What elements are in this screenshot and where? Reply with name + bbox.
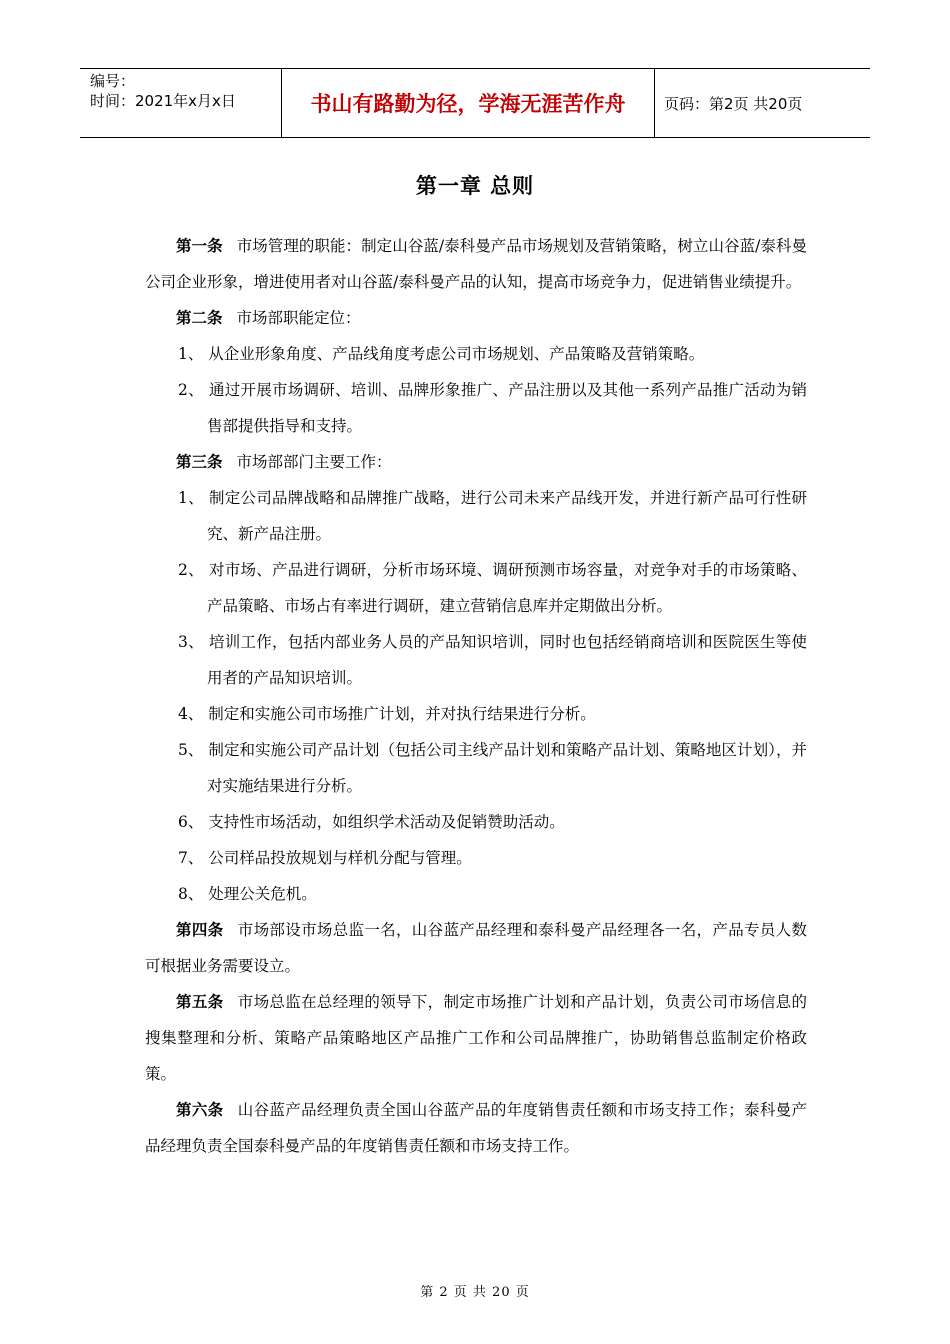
document-date-label: 时间：2021年x月x日 <box>90 92 236 110</box>
article-6 <box>145 1092 807 1164</box>
article-label: 第一条 <box>176 237 223 255</box>
list-item: 6、 支持性市场活动，如组织学术活动及促销赞助活动。 <box>178 813 565 831</box>
article-label: 第六条 <box>176 1101 224 1119</box>
list-item: 4、 制定和实施公司市场推广计划，并对执行结果进行分析。 <box>178 705 596 723</box>
article-label: 第四条 <box>176 921 224 939</box>
article-label: 第二条 <box>176 309 223 327</box>
article-text: 市场部设市场总监一名，山谷蓝产品经理和泰科曼产品经理各一名，产品专员人数可根据业务需要设立。 <box>145 921 807 975</box>
header-meta-cell <box>80 69 282 137</box>
list-item: 1、 制定公司品牌战略和品牌推广战略，进行公司未来产品线开发，并进行新产品可行性研究、新产品注册。 <box>178 489 807 543</box>
header-table <box>80 68 870 138</box>
article-text: 市场总监在总经理的领导下，制定市场推广计划和产品计划，负责公司市场信息的搜集整理和分析、策略产品策略地区产品推广工作和公司品牌推广，协助销售总监制定价格政策。 <box>145 993 807 1083</box>
document-body <box>145 228 807 1164</box>
list-item: 1、 从企业形象角度、产品线角度考虑公司市场规划、产品策略及营销策略。 <box>178 345 705 363</box>
article-text: 市场管理的职能：制定山谷蓝/泰科曼产品市场规划及营销策略，树立山谷蓝/泰科曼公司企业形象，增进使用者对山谷蓝/泰科曼产品的认知，提高市场竞争力，促进销售业绩提升。 <box>145 237 807 291</box>
article-label: 第三条 <box>176 453 223 471</box>
article-text: 山谷蓝产品经理负责全国山谷蓝产品的年度销售责任额和市场支持工作；泰科曼产品经理负责全国泰科曼产品的年度销售责任额和市场支持工作。 <box>145 1101 807 1155</box>
article-4 <box>145 912 807 984</box>
chapter-title: 第一章 总则 <box>415 174 535 198</box>
list-item: 8、 处理公关危机。 <box>178 885 317 903</box>
list-item: 5、 制定和实施公司产品计划（包括公司主线产品计划和策略产品计划、策略地区计划），并对实施结果进行分析。 <box>178 741 807 795</box>
article-5 <box>145 984 807 1092</box>
article-3 <box>145 444 807 480</box>
document-number-label: 编号： <box>90 72 136 90</box>
list-item: 2、 通过开展市场调研、培训、品牌形象推广、产品注册以及其他一系列产品推广活动为销售部提供指导和支持。 <box>178 381 807 435</box>
page-footer: 第 2 页 共 20 页 <box>420 1285 530 1300</box>
article-2 <box>145 300 807 336</box>
article-text: 市场部职能定位： <box>236 309 361 327</box>
list-item: 7、 公司样品投放规划与样机分配与管理。 <box>178 849 472 867</box>
list-item: 2、 对市场、产品进行调研，分析市场环境、调研预测市场容量，对竞争对手的市场策略、产品策略、市场占有率进行调研，建立营销信息库并定期做出分析。 <box>178 561 807 615</box>
header-page-info: 页码：第2页 共20页 <box>664 94 803 113</box>
article-1 <box>145 228 807 300</box>
header-motto: 书山有路勤为径，学海无涯苦作舟 <box>282 69 655 137</box>
article-text: 市场部部门主要工作： <box>236 453 392 471</box>
list-item: 3、 培训工作，包括内部业务人员的产品知识培训，同时也包括经销商培训和医院医生等使用者的产品知识培训。 <box>178 633 807 687</box>
article-label: 第五条 <box>176 993 224 1011</box>
